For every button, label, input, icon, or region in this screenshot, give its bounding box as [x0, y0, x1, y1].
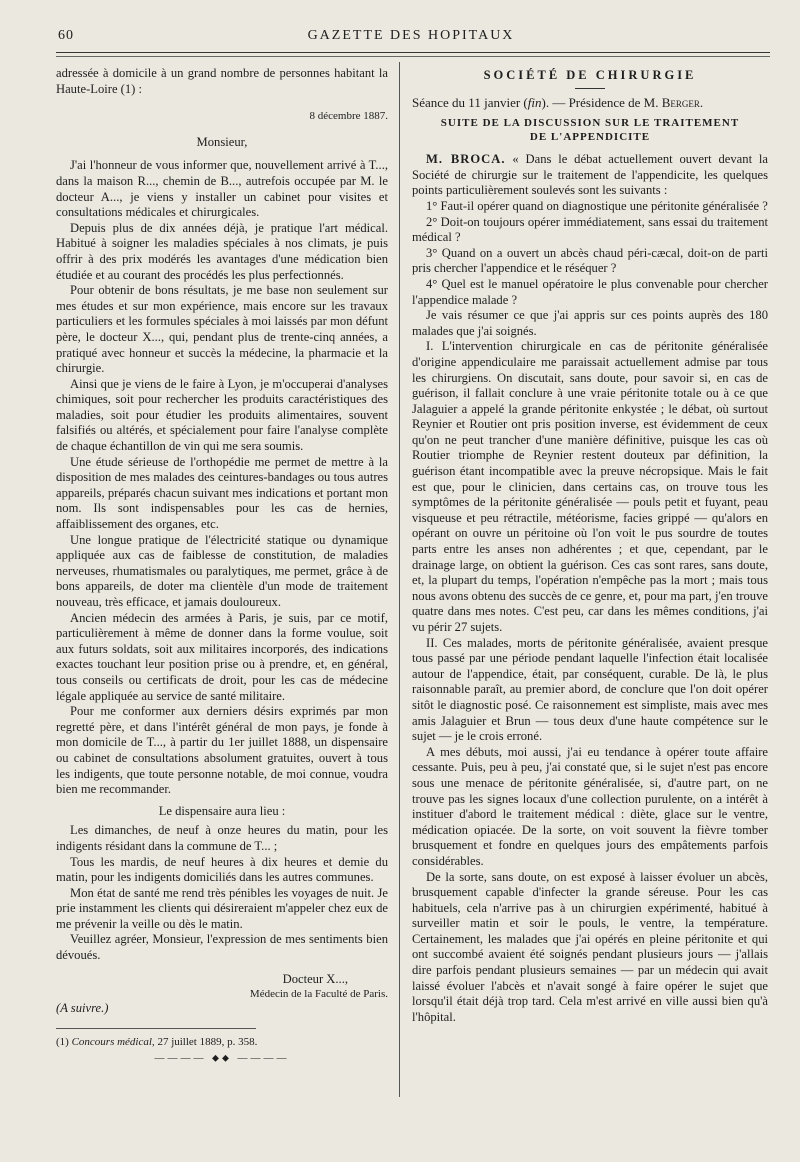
schedule-item: Mon état de santé me rend très pénibles les voyages de nuit. Je prie instamment les clients qui désireraient m'appeler chez eux de me prévenir la veille ou dès le matin. [56, 885, 388, 931]
left-column [56, 66, 388, 1067]
speaker-intro [412, 152, 768, 199]
publication-title: GAZETTE DES HOPITAUX [307, 28, 515, 43]
question-item: 2° Doit-on toujours opérer immédiatement, sans essai du traitement médical ? [412, 214, 768, 245]
letter-closing: Veuillez agréer, Monsieur, l'expression de mes sentiments bien dévoués. [56, 932, 388, 963]
letter-paragraph: Pour me conformer aux derniers désirs exprimés par mon regretté père, et dans l'intérêt général de mon pays, je fonde à mon domicile de T..., à partir du 1er juillet 1888, un dispensaire ou cabinet de consultations absolument gratuites, ouvert à tous les indigents, que toute personne notable, de moi connue, voudra bien me recommander. [56, 704, 388, 797]
letter-paragraph: Depuis plus de dix années déjà, je pratique l'art médical. Habitué à soigner les maladies spéciales à nos climats, je puis offrir à des prix modérés les avantages d'une médication bien étudiée et au courant des procédés les plus perfectionnés. [56, 220, 388, 282]
letter-paragraph: Ainsi que je viens de le faire à Lyon, je m'occuperai d'analyses chimiques, soit pour rechercher les produits caractéristiques des maladies, soit pour étudier les produits alimentaires, souvent falsifiés ou altérés, et spécialement pour faire l'analyse complète de chaque échantillon de vin qui me sera soumis. [56, 376, 388, 454]
article-paragraph: De la sorte, sans doute, on est exposé à laisser évoluer un abcès, brusquement capable d'infecter la grande séreuse. Pour les cas habituels, cela n'arrive pas à un chirurgien expérimenté, habitué à surveiller matin et soir le pouls, le ventre, la température. Certainement, les malades que j'ai opérés en pleine péritonite et qui ont succombé avaient été soignés pendant plusieurs jours — j'allais dire parfois pendant plusieurs semaines — par un médecin qui avait laissé évoluer l'abcès et n'avait songé à faire opérer le sujet que lorsqu'il était déjà trop tard. Cela m'est arrivé en ville aussi bien qu'à l'hôpital. [412, 869, 768, 1024]
column-divider [399, 62, 400, 1097]
letter-date: 8 décembre 1887. [309, 110, 388, 123]
question-item: 1° Faut-il opérer quand on diagnostique une péritonite généralisée ? [426, 198, 768, 213]
header-rule-secondary [56, 56, 770, 57]
letter-paragraph: Ancien médecin des armées à Paris, je suis, par ce motif, particulièrement à même de donner dans la forme voulue, soit aux futurs soldats, soit aux militaires incorporés, des indications exactes touchant leur position prise ou à prendre, et, en général, tous conseils ou certificats de droit, pour les cas de médecine légale appliquée au service de santé militaire. [56, 610, 388, 703]
article-paragraph: I. L'intervention chirurgicale en cas de péritonite généralisée d'origine appendiculaire me paraissait actuellement admise par tous les chirurgiens. On discutait, sans doute, pour savoir si, en cas de guérison, il fallait conclure à une vraie péritonite totale ou à ce que Jalaguier a appelé la grande péritonite enkystée ; le débat, où surtout Reynier et Routier ont pris position inverse, est évidemment de ceux qu'on ne peut trancher d'une manière définitive, puisque les cas où Routier triomphe de Reynier restent douteux par définition, la guérison étant incompatible avec la preuve nécropsique. Mais le fait est que, pour le clinicien, dans certains cas, on trouve tous les symptômes de la péritonite généralisée — pouls petit et fuyant, peau visqueuse et peu rétractile, météorisme, facies grippé — qu'alors en opérant on ouvre un péritoine où l'on voit le pus sourdre de toutes parts entre les anses non adhérentes ; et que, cependant, par le drainage large, on obtient la guérison. Ces cas sont rares, sans doute, et, la plupart du temps, l'opération n'empêche pas la mort ; mais tous nous avons obtenu des succès de ce genre, et, pour ma part, j'en trouve quatre dans mes notes. C'est peu, car dans les mêmes conditions, j'ai vu périr 27 sujets. [412, 339, 768, 634]
footnote [56, 1035, 388, 1051]
section-title: SOCIÉTÉ DE CHIRURGIE [483, 68, 697, 82]
letter-paragraph: Une longue pratique de l'électricité statique ou dynamique appliquée aux cas de faiblesse de constitution, de maladies nerveuses, rhumatismales ou paralytiques, me permet, grâce à de bons appareils, de doter ma clientèle d'un mode de traitement nouveau, très efficace, et jamais douloureux. [56, 532, 388, 609]
to-be-continued: (A suivre.) [56, 1000, 109, 1015]
end-ornament: ———— ⬥⬥ ———— [154, 1053, 290, 1065]
footnote-number: (1) [56, 1036, 69, 1049]
seance-end: . [699, 94, 704, 110]
speaker-name: M. BROCA. [426, 152, 506, 167]
footnote-ref: 27 juillet 1889, p. 358. [157, 1036, 258, 1049]
discussion-subhead [412, 116, 768, 144]
signature-title: Médecin de la Faculté de Paris. [249, 988, 388, 1001]
title-rule [575, 88, 605, 89]
schedule-item: Les dimanches, de neuf à onze heures du matin, pour les indigents résidant dans la commune de T... ; [56, 823, 388, 853]
letter-paragraph: Pour obtenir de bons résultats, je me base non seulement sur mes études et sur mon expérience, mais encore sur les travaux particuliers et les formules spéciales à moi laissés par mon défunt père, le docteur X..., qui, pendant plus de trente-cinq années, a pratiqué avec honneur et succès la médecine, la pharmacie et la chirurgie. [56, 283, 388, 376]
question-item: 4° Quel est le manuel opératoire le plus convenable pour chercher l'appendice malade ? [412, 276, 768, 307]
schedule-item: Tous les mardis, de neuf heures à dix heures et demie du matin, pour les indigents domiciliés dans les autres communes. [56, 854, 388, 885]
letter-intro: adressée à domicile à un grand nombre de personnes habitant la Haute-Loire (1) : [56, 66, 388, 96]
page-header [52, 26, 770, 48]
footnote-source: Concours médical, [71, 1036, 155, 1049]
signature: Docteur X..., [282, 971, 348, 986]
dispensaire-title: Le dispensaire aura lieu : [158, 803, 286, 818]
question-item: 3° Quand on a ouvert un abcès chaud péri-cæcal, doit-on de parti pris chercher l'appendice et le réséquer ? [412, 245, 768, 276]
letter-paragraph: Une étude sérieuse de l'orthopédie me permet de mettre à la disposition de mes malades des ceintures-bandages ou tous autres appareils, préparés chacun suivant mes indications et portant mon nom. Ils sont indispensables pour les cas de hernies, affaiblissement des organes, etc. [56, 454, 388, 532]
speaker-intro-text: « Dans le débat actuellement ouvert devant la Société de chirurgie sur le traitement de l'appendicite, les quelques points particulièrement soulevés sont les suivants : [412, 152, 769, 198]
seance-president: Berger [661, 94, 700, 110]
subhead-line-1: SUITE DE LA DISCUSSION SUR LE TRAITEMENT [440, 117, 740, 130]
letter-salutation: Monsieur, [196, 134, 248, 149]
subhead-line-2: DE L'APPENDICITE [529, 131, 651, 144]
right-column [412, 66, 768, 1025]
seance-prefix: Séance du 11 janvier ( [412, 94, 528, 110]
summary-line: Je vais résumer ce que j'ai appris sur ces points auprès des 180 malades que j'ai soignés. [412, 308, 768, 338]
seance-fin: fin [527, 94, 542, 110]
article-paragraph: A mes débuts, moi aussi, j'ai eu tendance à opérer toute affaire cessante. Puis, peu à peu, j'ai constaté que, si le sujet n'est pas encore sous une menace de péritonite généralisée, si, d'autre part, on ne trouve pas les signes locaux d'une collection purulente, on a intérêt à instituer d'abord le traitement médical : diète, glace sur le ventre, médication opiacée. De la sorte, on voit souvent la fièvre tomber brusquement et fondre en quelques jours des empâtements parfois considérables. [412, 744, 768, 868]
footnote-rule [56, 1028, 256, 1029]
header-rule [56, 52, 770, 53]
article-paragraph: II. Ces malades, morts de péritonite généralisée, avaient presque tous passé par une période pendant laquelle l'infection était localisée autour de l'appendice, était, par conséquent, curable. De là, le plus raisonnable paraît, au premier abord, de conclure que l'on doit opérer sitôt le diagnostic posé. Ce raisonnement est simpliste, mais avec mes amis Jalaguier et Brun — tous deux d'une haute compétence sur le sujet — je le crois erroné. [412, 635, 768, 744]
page-number: 60 [58, 28, 74, 43]
seance-line [412, 95, 768, 111]
letter-paragraph: J'ai l'honneur de vous informer que, nouvellement arrivé à T..., dans la maison R..., chemin de B..., autrefois occupée par M. le docteur A..., je viens y installer un cabinet pour visites et consultations médicales et chirurgicales. [56, 158, 388, 220]
seance-mid: ). — Présidence de M. [541, 94, 662, 110]
